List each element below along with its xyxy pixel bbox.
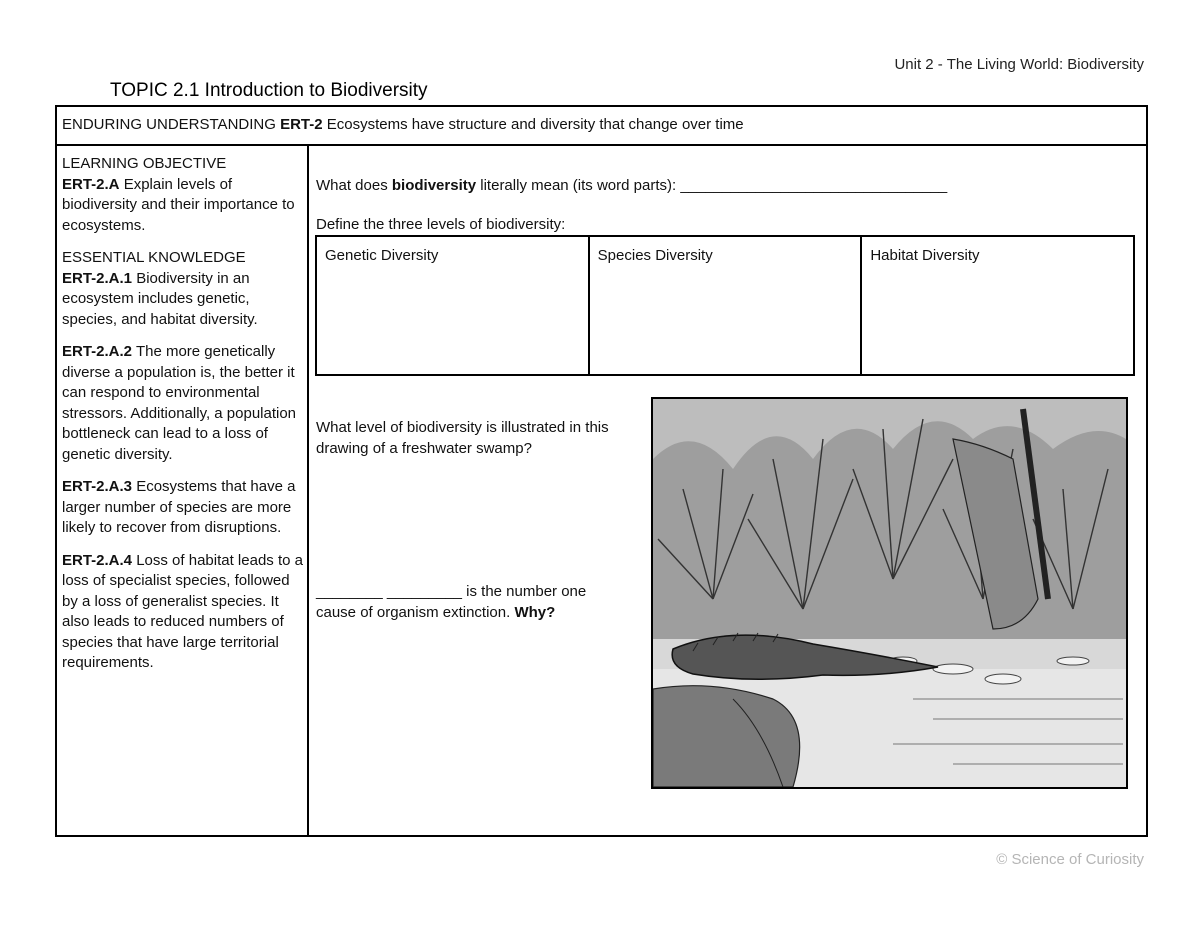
lo-heading: LEARNING OBJECTIVE <box>62 155 227 172</box>
ek-code: ERT-2.A.2 <box>62 343 133 360</box>
q1-suffix: literally mean (its word parts): ________________________________ <box>480 177 948 194</box>
q1-bold: biodiversity <box>391 177 477 194</box>
eu-code: ERT-2 <box>280 116 323 133</box>
level-cell-genetic[interactable]: Genetic Diversity <box>317 237 590 374</box>
ek-code: ERT-2.A.4 <box>62 551 133 569</box>
column-divider <box>307 145 309 837</box>
lo-code: ERT-2.A <box>62 175 120 193</box>
q4-text: ________ _________ is the number one cause of organism extinction. <box>316 583 587 621</box>
q4-bold: Why? <box>514 603 556 621</box>
ek-text: Ecosystems that have a larger number of species are more likely to recover from disruptions. <box>62 478 296 536</box>
ek-text: Loss of habitat leads to a loss of specialist species, followed by a loss of generalist species. It also leads to reduced numbers of species that have large territorial requirements. <box>62 551 303 671</box>
essential-knowledge-1 <box>62 248 304 330</box>
essential-knowledge-4 <box>62 551 304 674</box>
eu-text: Ecosystems have structure and diversity that change over time <box>326 116 744 133</box>
q1-prefix: What does <box>316 177 388 194</box>
ek-text: The more genetically diverse a population is, the better it can respond to environmental stressors. Additionally, a population bottleneck can lead to a loss of genetic diversity. <box>62 343 297 463</box>
question-word-parts <box>316 177 947 194</box>
unit-label: Unit 2 - The Living World: Biodiversity <box>894 56 1144 73</box>
ek-code: ERT-2.A.3 <box>62 478 133 495</box>
essential-knowledge-2 <box>62 342 304 465</box>
level-cell-species[interactable]: Species Diversity <box>590 237 863 374</box>
swamp-illustration <box>653 399 1126 787</box>
essential-knowledge-3 <box>62 477 304 539</box>
copyright-notice: © Science of Curiosity <box>996 851 1144 868</box>
learning-objective <box>62 154 304 236</box>
objectives-column <box>62 154 304 686</box>
enduring-understanding-row <box>55 105 1148 146</box>
question-extinction-cause <box>316 582 626 623</box>
ek-heading: ESSENTIAL KNOWLEDGE <box>62 249 246 266</box>
level-cell-habitat[interactable]: Habitat Diversity <box>870 247 980 264</box>
page-title: TOPIC 2.1 Introduction to Biodiversity <box>110 80 428 101</box>
question-swamp-level: What level of biodiversity is illustrated in this drawing of a freshwater swamp? <box>316 419 609 457</box>
eu-label: ENDURING UNDERSTANDING <box>62 116 276 133</box>
swamp-drawing <box>651 397 1128 789</box>
question-define-levels: Define the three levels of biodiversity: <box>316 216 566 233</box>
ek-code: ERT-2.A.1 <box>62 269 133 287</box>
levels-table <box>315 235 1135 376</box>
lo-text: Explain levels of biodiversity and their importance to ecosystems. <box>62 175 295 234</box>
ek-text: Biodiversity in an ecosystem includes genetic, species, and habitat diversity. <box>62 269 258 328</box>
